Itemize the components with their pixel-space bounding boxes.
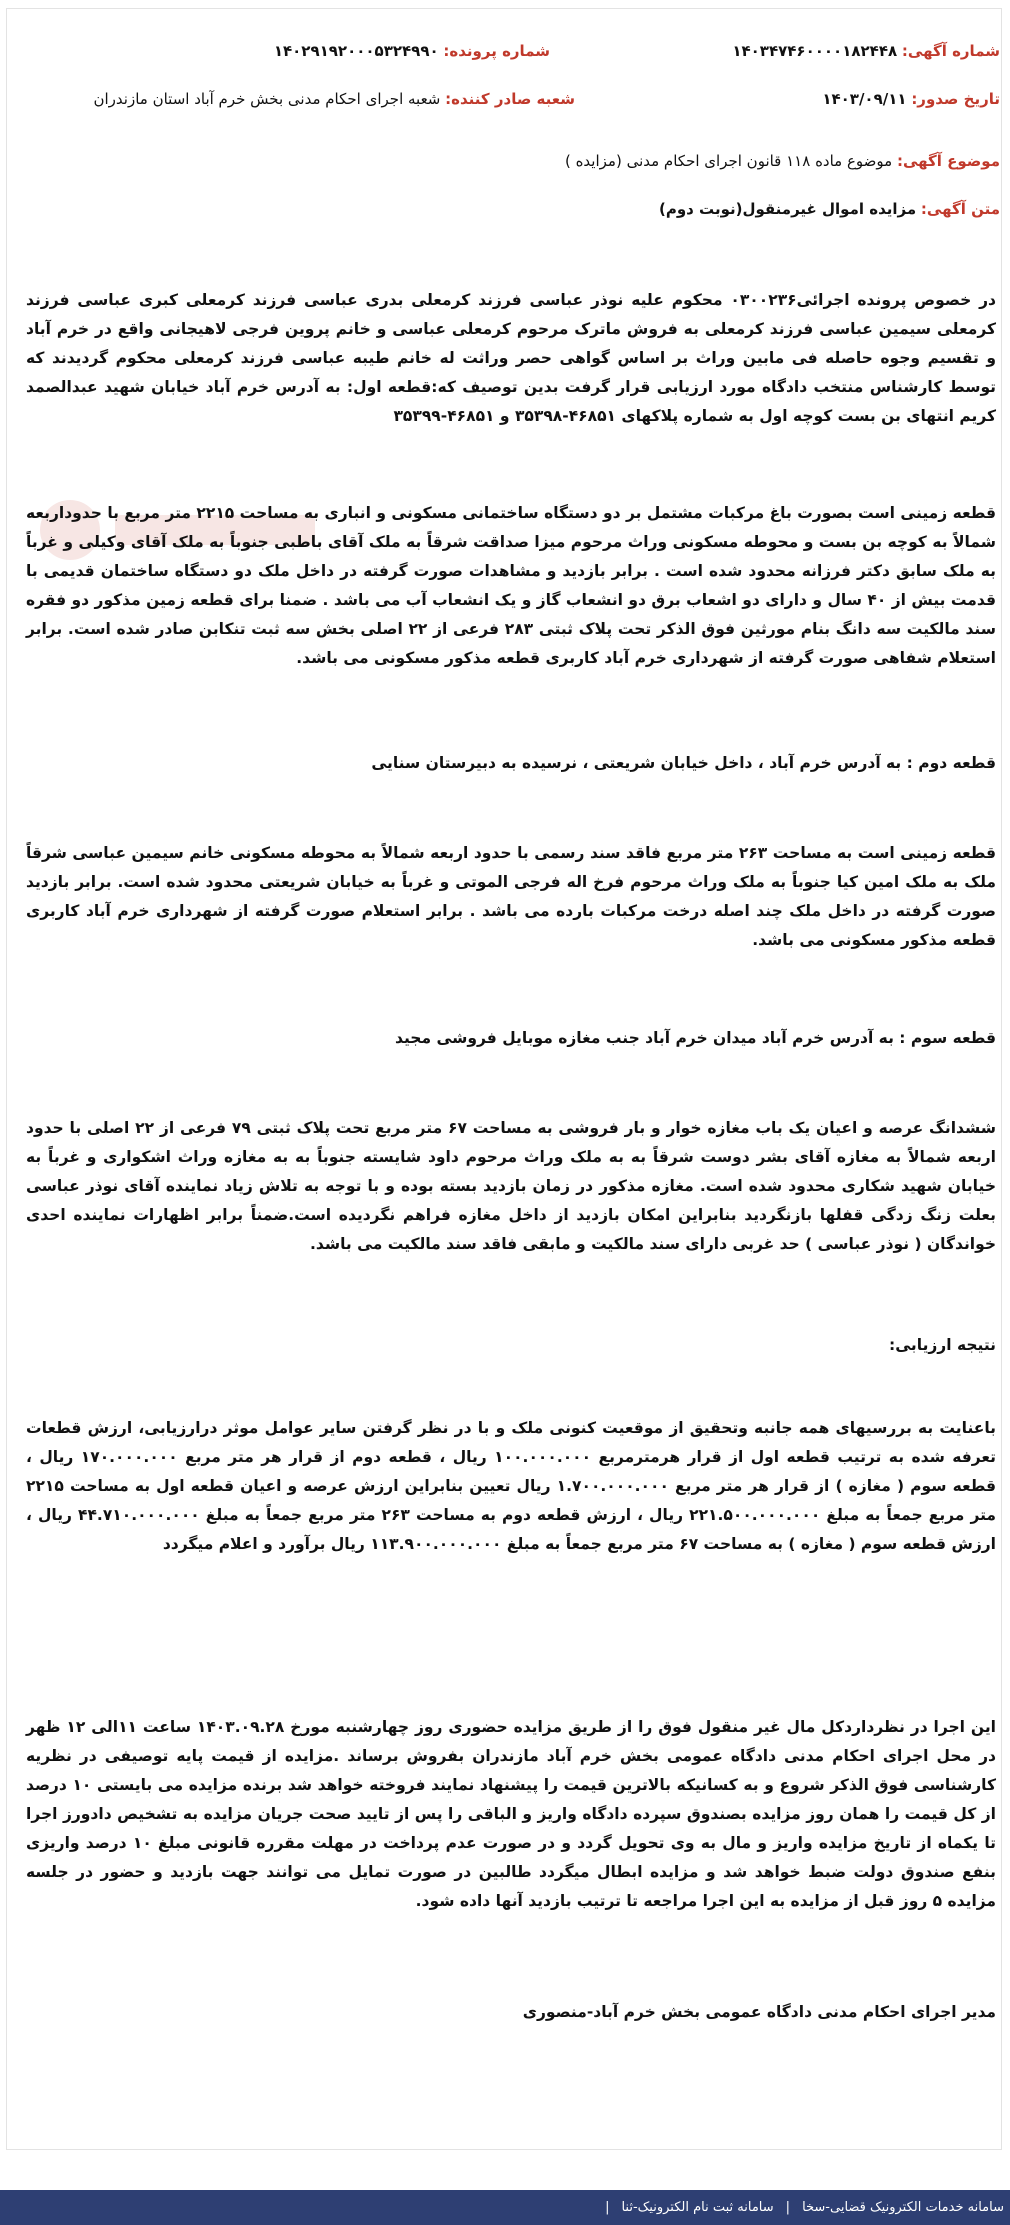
paragraph-appraisal: باعنایت به بررسیهای همه جانبه وتحقیق از موقعیت کنونی ملک و با در نظر گرفتن سایر عوامل موثر درارزیابی، ارزش قطعات تعرفه شده به ترتیب قطعه اول از قرار هرمترمربع ۱۰۰.۰۰۰.۰۰۰ ریال ، قطعه دوم از قرار هر متر مربع ۱۷۰.۰۰۰.۰۰۰ ریال ، قطعه سوم ( مغازه ) از قرار هر متر مربع ۱.۷۰۰.۰۰۰.۰۰۰ ریال تعیین بنابراین ارزش عرصه و اعیان قطعه اول به مساحت ۲۲۱۵ متر مربع جمعاً به مبلغ ۲۲۱.۵۰۰.۰۰۰.۰۰۰ ریال ، ارزش قطعه دوم به مساحت ۲۶۳ متر مربع جمعاً به مبلغ ۴۴.۷۱۰.۰۰۰.۰۰۰ ریال ، ارزش قطعه سوم ( مغازه ) به مساحت ۶۷ متر مربع جمعاً به مبلغ ۱۱۳.۹۰۰.۰۰۰.۰۰۰ ریال برآورد و اعلام میگردد (26, 1419, 997, 1553)
signature: مدیر اجرای احکام مدنی دادگاه عمومی بخش خرم آباد-منصوری (522, 2003, 996, 2021)
footer-separator-end: | (605, 2200, 610, 2215)
text-label: متن آگهی: (920, 200, 1000, 218)
case-number-field (274, 42, 550, 60)
paragraph-parcel-three: ششدانگ عرصه و اعیان یک باب مغازه خوار و بار فروشی به مساحت ۶۷ متر مربع تحت پلاک ثبتی ۷۹ فرعی از ۲۲ اصلی با حدود اربعه شمالاً به مغازه آقای بشر دوست شرقاً به به ملک وراث مرحوم داود شایسته جنوباً به به مغازه وراث اشکواری و غرباً به خیابان شهید شکاری محدود شده است. مغازه مذکور در زمان بازدید بسته بوده و با توجه به تلاش زیاد نماینده آقای نوذر عباسی بعلت زنگ زدگی قفلها بازنگردید بنابراین امکان بازدید از داخل مغازه فراهم نگردیده است.ضمناً برابر اظهارات نماینده احدی خواندگان ( نوذر عباسی ) حد غربی دارای سند مالکیت و مابقی فاقد سند مالکیت می باشد. (26, 1119, 997, 1253)
parcel-two-address: قطعه دوم : به آدرس خرم آباد ، داخل خیابان شریعتی ، نرسیده به دبیرستان سنایی (371, 754, 996, 772)
case-number-value: ۱۴۰۲۹۱۹۲۰۰۰۵۳۲۴۹۹۰ (273, 42, 439, 60)
paragraph-parcel-two: قطعه زمینی است به مساحت ۲۶۳ متر مربع فاقد سند رسمی با حدود اربعه شمالاً به محوطه مسکونی خانم سیمین عباسی شرقاً ملک به ملک امین کیا جنوباً به ملک وراث مرحوم فرخ اله فرجی الموتی و غرباً به خیابان شریعتی محدود شده است. برابر بازدید صورت گرفته در داخل ملک چند اصله درخت مرکبات بارده می باشد . برابر استعلام صورت گرفته از شهرداری خرم آباد کاربری قطعه مذکور مسکونی می باشد. (26, 844, 997, 949)
footer-bar (0, 2190, 1010, 2225)
issue-date-field (822, 90, 1000, 108)
subject-value: موضوع ماده ۱۱۸ قانون اجرای احکام مدنی (مزایده ) (564, 152, 893, 170)
ad-number-field (732, 42, 1000, 60)
case-number-label: شماره پرونده: (443, 42, 550, 60)
issue-date-value: ۱۴۰۳/۰۹/۱۱ (822, 90, 907, 108)
paragraph-auction-terms: این اجرا در نظرداردکل مال غیر منقول فوق را از طریق مزایده حضوری روز چهارشنبه مورخ ۱۴۰۳.۰۹.۲۸ ساعت ۱۱الی ۱۲ ظهر در محل اجرای احکام مدنی دادگاه عمومی بخش خرم آباد مازندران بفروش برساند .مزایده از قیمت پایه توصیفی در نظریه کارشناسی فوق الذکر شروع و به کسانیکه بالاترین قیمت را پیشنهاد نمایند فروخته خواهد شد برنده مزایده می بایستی ۱۰ درصد از کل قیمت را همان روز مزایده بصندوق سپرده دادگاه واریز و الباقی را پس از تایید صحت جریان مزایده به تشخیص دادورز اجرا تا یکماه از تاریخ مزایده واریز و مال به وی تحویل گردد و در صورت عدم پرداخت در مهلت مقرره قانونی مبلغ ۱۰ درصد واریزی بنفع صندوق دولت ضبط خواهد شد و مزایده ابطال میگردد طالبین در صورت تمایل می توانند جهت بازدید و حضور در جلسه مزایده ۵ روز قبل از مزایده به این اجرا مراجعه تا ترتیب بازدید آنها داده شود. (26, 1718, 996, 1910)
subject-field (565, 152, 1000, 170)
parcel-three-address: قطعه سوم : به آدرس خرم آباد میدان خرم آباد جنب مغازه موبایل فروشی مجید (395, 1029, 996, 1047)
footer-separator: | (785, 2200, 791, 2215)
paragraph-case-intro: در خصوص پرونده اجرائی۰۳۰۰۲۳۶ محکوم علیه نوذر عباسی فرزند کرمعلی بدری عباسی فرزند کرمعلی کبری عباسی فرزند کرمعلی سیمین عباسی فرزند کرمعلی به فروش ماترک مرحوم کرمعلی عباسی و خانم پروین فرجی لاهیجانی واقع در خرم آباد و تقسیم وجوه حاصله فی مابین وراث بر اساس گواهی حصر وراثت له خانم طیبه عباسی فرزند کرمعلی محکوم گردیدند که توسط کارشناس منتخب دادگاه مورد ارزیابی قرار گرفت بدین توصیف که:قطعه اول: به آدرس خرم آباد خیابان شهید عبدالصمد کریم انتهای بن بست کوچه اول به شماره پلاکهای ۴۶۸۵۱-۳۵۳۹۸ و ۴۶۸۵۱-۳۵۳۹۹ (26, 291, 996, 425)
footer-link-sakha[interactable]: سامانه خدمات الکترونیک قضایی-سخا (802, 2200, 1004, 2215)
appraisal-heading: نتیجه ارزیابی: (889, 1336, 996, 1354)
ad-number-value: ۱۴۰۳۴۷۴۶۰۰۰۰۱۸۲۴۴۸ (732, 42, 898, 60)
paragraph-parcel-one: قطعه زمینی است بصورت باغ مرکبات مشتمل بر دو دستگاه ساختمانی مسکونی و انباری به مساحت ۲۲۱۵ متر مربع با حدوداربعه شمالاً به کوچه بن بست و محوطه مسکونی وراث مرحوم میزا صداقت شرقاً به ملک آقای باطبی جنوباً به ملک آقای وکیلی و غرباً به ملک سابق دکتر فرزانه محدود شده است . برابر بازدید و مشاهدات صورت گرفته در داخل ملک دو دستگاه ساختمان قدیمی با قدمت بیش از ۴۰ سال و دارای دو اشعاب برق دو انشعاب گاز و یک انشعاب آب می باشد . ضمنا برای قطعه زمین مذکور دو فقره سند مالکیت سه دانگ بنام مورثین فوق الذکر تحت پلاک ثبتی ۲۸۳ فرعی از ۲۲ اصلی بخش سه ثبت تنکابن صادر شده است. برابر استعلام شفاهی صورت گرفته از شهرداری خرم آباد کاربری قطعه مذکور مسکونی می باشد. (26, 504, 996, 667)
issue-date-label: تاریخ صدور: (911, 90, 1000, 108)
ad-number-label: شماره آگهی: (901, 42, 1000, 60)
subject-label: موضوع آگهی: (896, 152, 1000, 170)
text-title-field (659, 200, 1000, 218)
text-title-value: مزایده اموال غیرمنقول(نوبت دوم) (658, 200, 917, 218)
issuer-field (93, 90, 575, 108)
footer-link-sana[interactable]: سامانه ثبت نام الکترونیک-ثنا (621, 2200, 774, 2215)
issuer-label: شعبه صادر کننده: (445, 90, 575, 108)
issuer-value: شعبه اجرای احکام مدنی بخش خرم آباد استان مازندران (93, 90, 441, 108)
